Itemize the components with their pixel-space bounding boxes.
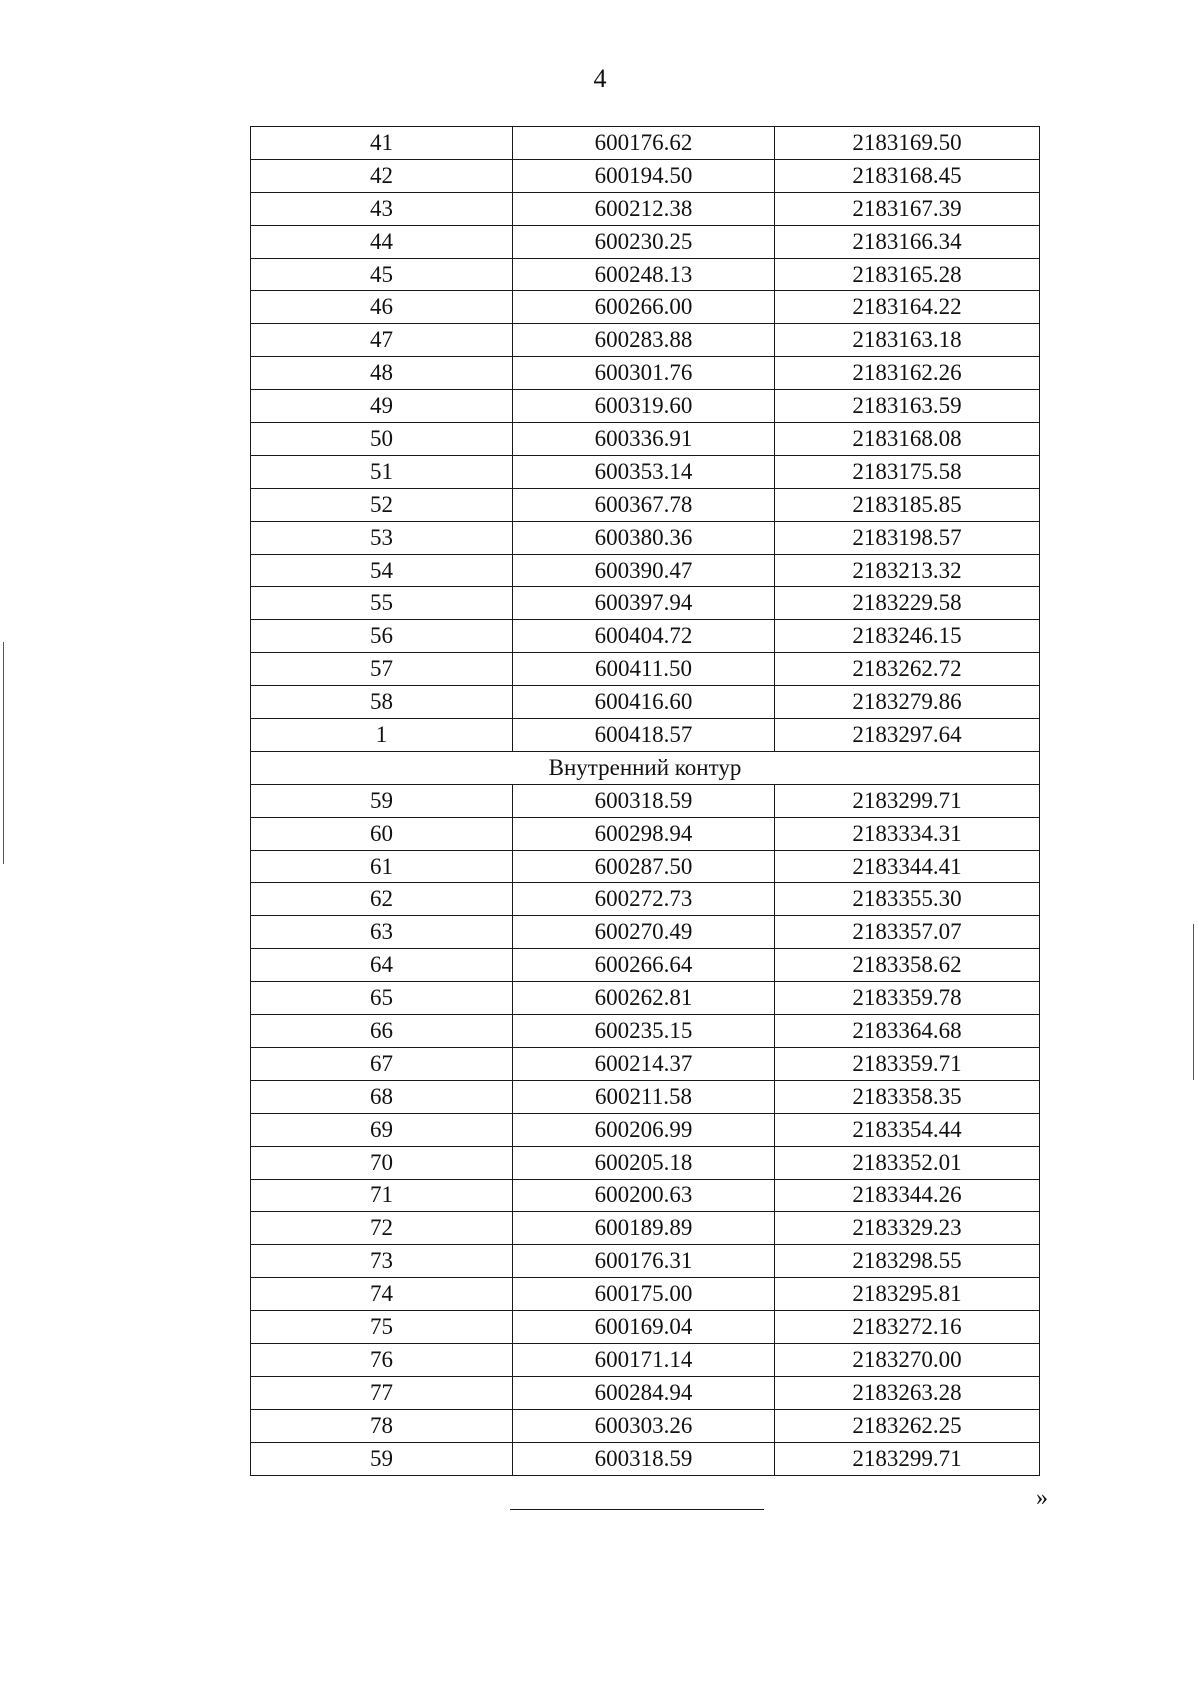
table-row [251,1179,1040,1212]
x-coordinate-cell: 600353.14 [513,455,775,488]
point-number-cell: 42 [251,159,513,192]
point-number-cell: 53 [251,521,513,554]
x-coordinate-cell: 600318.59 [513,1442,775,1475]
point-number-cell: 75 [251,1311,513,1344]
point-number-cell: 56 [251,620,513,653]
point-number-cell: 50 [251,423,513,456]
section-label: Внутренний контур [251,751,1040,784]
scan-edge-mark-right [1193,924,1194,1080]
x-coordinate-cell: 600176.31 [513,1245,775,1278]
table-row [251,1278,1040,1311]
y-coordinate-cell: 2183358.62 [775,949,1040,982]
table-row [251,1113,1040,1146]
y-coordinate-cell: 2183185.85 [775,488,1040,521]
table-row [251,1442,1040,1475]
x-coordinate-cell: 600318.59 [513,784,775,817]
closing-quote: » [1036,1485,1048,1511]
table-row [251,850,1040,883]
x-coordinate-cell: 600270.49 [513,916,775,949]
point-number-cell: 68 [251,1080,513,1113]
point-number-cell: 54 [251,554,513,587]
y-coordinate-cell: 2183246.15 [775,620,1040,653]
x-coordinate-cell: 600206.99 [513,1113,775,1146]
point-number-cell: 73 [251,1245,513,1278]
y-coordinate-cell: 2183344.41 [775,850,1040,883]
y-coordinate-cell: 2183355.30 [775,883,1040,916]
point-number-cell: 44 [251,225,513,258]
table-row [251,291,1040,324]
y-coordinate-cell: 2183359.78 [775,982,1040,1015]
y-coordinate-cell: 2183169.50 [775,127,1040,160]
y-coordinate-cell: 2183213.32 [775,554,1040,587]
y-coordinate-cell: 2183262.25 [775,1409,1040,1442]
table-row [251,423,1040,456]
point-number-cell: 76 [251,1343,513,1376]
x-coordinate-cell: 600380.36 [513,521,775,554]
y-coordinate-cell: 2183262.72 [775,653,1040,686]
x-coordinate-cell: 600283.88 [513,324,775,357]
y-coordinate-cell: 2183354.44 [775,1113,1040,1146]
x-coordinate-cell: 600171.14 [513,1343,775,1376]
table-row [251,159,1040,192]
table-row [251,192,1040,225]
table-row [251,916,1040,949]
y-coordinate-cell: 2183163.18 [775,324,1040,357]
y-coordinate-cell: 2183279.86 [775,686,1040,719]
y-coordinate-cell: 2183168.08 [775,423,1040,456]
x-coordinate-cell: 600319.60 [513,390,775,423]
table-row [251,982,1040,1015]
point-number-cell: 67 [251,1047,513,1080]
table-row [251,455,1040,488]
y-coordinate-cell: 2183299.71 [775,1442,1040,1475]
y-coordinate-cell: 2183165.28 [775,258,1040,291]
table-row [251,1146,1040,1179]
table-row [251,1080,1040,1113]
x-coordinate-cell: 600303.26 [513,1409,775,1442]
coordinates-table [250,126,1040,1476]
point-number-cell: 47 [251,324,513,357]
table-row [251,390,1040,423]
x-coordinate-cell: 600284.94 [513,1376,775,1409]
x-coordinate-cell: 600390.47 [513,554,775,587]
y-coordinate-cell: 2183168.45 [775,159,1040,192]
scan-edge-mark-left [3,642,4,864]
table-row [251,719,1040,752]
point-number-cell: 60 [251,817,513,850]
point-number-cell: 45 [251,258,513,291]
point-number-cell: 59 [251,1442,513,1475]
table-row [251,357,1040,390]
x-coordinate-cell: 600336.91 [513,423,775,456]
point-number-cell: 52 [251,488,513,521]
y-coordinate-cell: 2183164.22 [775,291,1040,324]
x-coordinate-cell: 600404.72 [513,620,775,653]
point-number-cell: 48 [251,357,513,390]
table-row [251,949,1040,982]
x-coordinate-cell: 600298.94 [513,817,775,850]
table-row [251,488,1040,521]
table-row [251,620,1040,653]
x-coordinate-cell: 600272.73 [513,883,775,916]
x-coordinate-cell: 600205.18 [513,1146,775,1179]
section-header-row [251,751,1040,784]
x-coordinate-cell: 600266.00 [513,291,775,324]
y-coordinate-cell: 2183352.01 [775,1146,1040,1179]
y-coordinate-cell: 2183167.39 [775,192,1040,225]
point-number-cell: 43 [251,192,513,225]
point-number-cell: 64 [251,949,513,982]
table-row [251,817,1040,850]
point-number-cell: 63 [251,916,513,949]
page-number: 4 [593,64,607,93]
point-number-cell: 72 [251,1212,513,1245]
x-coordinate-cell: 600367.78 [513,488,775,521]
table-row [251,1343,1040,1376]
point-number-cell: 57 [251,653,513,686]
y-coordinate-cell: 2183329.23 [775,1212,1040,1245]
y-coordinate-cell: 2183295.81 [775,1278,1040,1311]
x-coordinate-cell: 600301.76 [513,357,775,390]
y-coordinate-cell: 2183357.07 [775,916,1040,949]
y-coordinate-cell: 2183272.16 [775,1311,1040,1344]
y-coordinate-cell: 2183270.00 [775,1343,1040,1376]
x-coordinate-cell: 600189.89 [513,1212,775,1245]
point-number-cell: 77 [251,1376,513,1409]
x-coordinate-cell: 600194.50 [513,159,775,192]
y-coordinate-cell: 2183358.35 [775,1080,1040,1113]
table-row [251,587,1040,620]
x-coordinate-cell: 600230.25 [513,225,775,258]
point-number-cell: 65 [251,982,513,1015]
x-coordinate-cell: 600235.15 [513,1015,775,1048]
table-row [251,521,1040,554]
table-row [251,784,1040,817]
x-coordinate-cell: 600200.63 [513,1179,775,1212]
point-number-cell: 58 [251,686,513,719]
table-row [251,1047,1040,1080]
table-row [251,1212,1040,1245]
table-row [251,883,1040,916]
table-row [251,653,1040,686]
point-number-cell: 62 [251,883,513,916]
y-coordinate-cell: 2183298.55 [775,1245,1040,1278]
y-coordinate-cell: 2183198.57 [775,521,1040,554]
point-number-cell: 55 [251,587,513,620]
x-coordinate-cell: 600416.60 [513,686,775,719]
y-coordinate-cell: 2183359.71 [775,1047,1040,1080]
x-coordinate-cell: 600262.81 [513,982,775,1015]
table-row [251,258,1040,291]
x-coordinate-cell: 600266.64 [513,949,775,982]
point-number-cell: 49 [251,390,513,423]
table-row [251,1311,1040,1344]
y-coordinate-cell: 2183297.64 [775,719,1040,752]
point-number-cell: 59 [251,784,513,817]
x-coordinate-cell: 600211.58 [513,1080,775,1113]
x-coordinate-cell: 600248.13 [513,258,775,291]
x-coordinate-cell: 600397.94 [513,587,775,620]
y-coordinate-cell: 2183299.71 [775,784,1040,817]
table-row [251,1409,1040,1442]
point-number-cell: 66 [251,1015,513,1048]
x-coordinate-cell: 600176.62 [513,127,775,160]
y-coordinate-cell: 2183344.26 [775,1179,1040,1212]
point-number-cell: 51 [251,455,513,488]
table-row [251,1376,1040,1409]
x-coordinate-cell: 600212.38 [513,192,775,225]
point-number-cell: 1 [251,719,513,752]
y-coordinate-cell: 2183175.58 [775,455,1040,488]
table-row [251,1245,1040,1278]
point-number-cell: 41 [251,127,513,160]
table-row [251,127,1040,160]
point-number-cell: 78 [251,1409,513,1442]
x-coordinate-cell: 600411.50 [513,653,775,686]
x-coordinate-cell: 600214.37 [513,1047,775,1080]
x-coordinate-cell: 600287.50 [513,850,775,883]
x-coordinate-cell: 600418.57 [513,719,775,752]
point-number-cell: 74 [251,1278,513,1311]
point-number-cell: 71 [251,1179,513,1212]
y-coordinate-cell: 2183364.68 [775,1015,1040,1048]
point-number-cell: 70 [251,1146,513,1179]
x-coordinate-cell: 600175.00 [513,1278,775,1311]
table-row [251,554,1040,587]
point-number-cell: 69 [251,1113,513,1146]
y-coordinate-cell: 2183263.28 [775,1376,1040,1409]
coordinates-table-body [251,127,1040,1476]
table-row [251,1015,1040,1048]
point-number-cell: 61 [251,850,513,883]
point-number-cell: 46 [251,291,513,324]
footer-separator-line [510,1509,764,1510]
table-row [251,686,1040,719]
y-coordinate-cell: 2183166.34 [775,225,1040,258]
table-row [251,225,1040,258]
y-coordinate-cell: 2183163.59 [775,390,1040,423]
y-coordinate-cell: 2183334.31 [775,817,1040,850]
table-row [251,324,1040,357]
y-coordinate-cell: 2183162.26 [775,357,1040,390]
y-coordinate-cell: 2183229.58 [775,587,1040,620]
x-coordinate-cell: 600169.04 [513,1311,775,1344]
